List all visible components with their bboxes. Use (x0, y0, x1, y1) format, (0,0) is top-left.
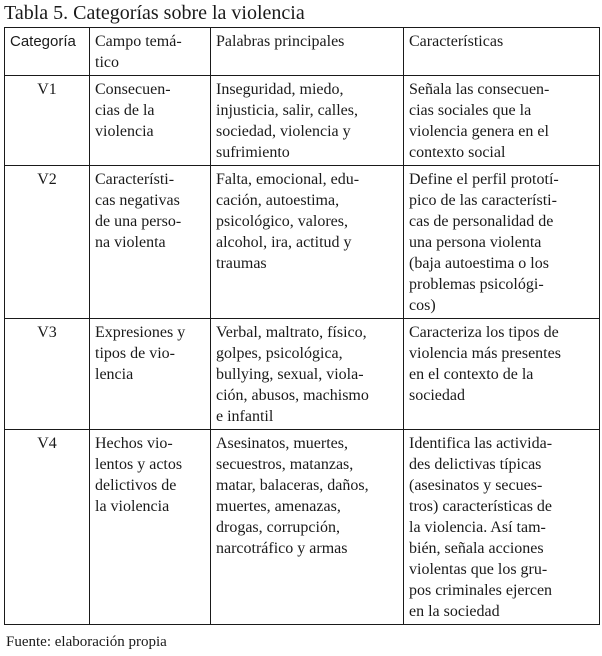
source-note: Fuente: elaboración propia (6, 634, 167, 650)
characteristics: Caracteriza los tipos de violencia más presentes en el contexto de la sociedad (404, 319, 600, 430)
thematic-field: Hechos vio- lentos y actos delictivos de la violencia (90, 430, 211, 625)
category-code: V4 (5, 430, 90, 625)
table-row (5, 166, 600, 319)
categories-table (4, 27, 600, 625)
category-code: V2 (5, 166, 90, 319)
thematic-field: Expresiones y tipos de vio- lencia (90, 319, 211, 430)
category-code: V1 (5, 76, 90, 166)
characteristics: Señala las consecuen- cias sociales que la violencia genera en el contexto social (404, 76, 600, 166)
thematic-field: Consecuen- cias de la violencia (90, 76, 211, 166)
table-title: Tabla 5. Categorías sobre la violencia (4, 2, 305, 24)
category-code: V3 (5, 319, 90, 430)
header-thematic-field: Campo temá- tico (90, 28, 211, 76)
header-main-words: Palabras principales (211, 28, 404, 76)
table-row (5, 76, 600, 166)
header-characteristics: Características (404, 28, 600, 76)
table-row (5, 430, 600, 625)
main-words: Falta, emocional, edu- cación, autoestima, psicológico, valores, alcohol, ira, actitud y traumas (211, 166, 404, 319)
main-words: Asesinatos, muertes, secuestros, matanzas, matar, balaceras, daños, muertes, amenazas, drogas, corrupción, narcotráfico y armas (211, 430, 404, 625)
header-category: Categoría (5, 28, 90, 76)
header-row (5, 28, 600, 76)
table-row (5, 319, 600, 430)
characteristics: Identifica las activida- des delictivas típicas (asesinatos y secues- tros) características de la violencia. Así tam- bién, señala acciones violentas que los gru- pos criminales ejercen en la sociedad (404, 430, 600, 625)
main-words: Inseguridad, miedo, injusticia, salir, calles, sociedad, violencia y sufrimiento (211, 76, 404, 166)
characteristics: Define el perfil prototí- pico de las característi- cas de personalidad de una persona violenta (baja autoestima o los problemas psicológi- cos) (404, 166, 600, 319)
main-words: Verbal, maltrato, físico, golpes, psicológica, bullying, sexual, viola- ción, abusos, machismo e infantil (211, 319, 404, 430)
thematic-field: Característi- cas negativas de una perso- na violenta (90, 166, 211, 319)
